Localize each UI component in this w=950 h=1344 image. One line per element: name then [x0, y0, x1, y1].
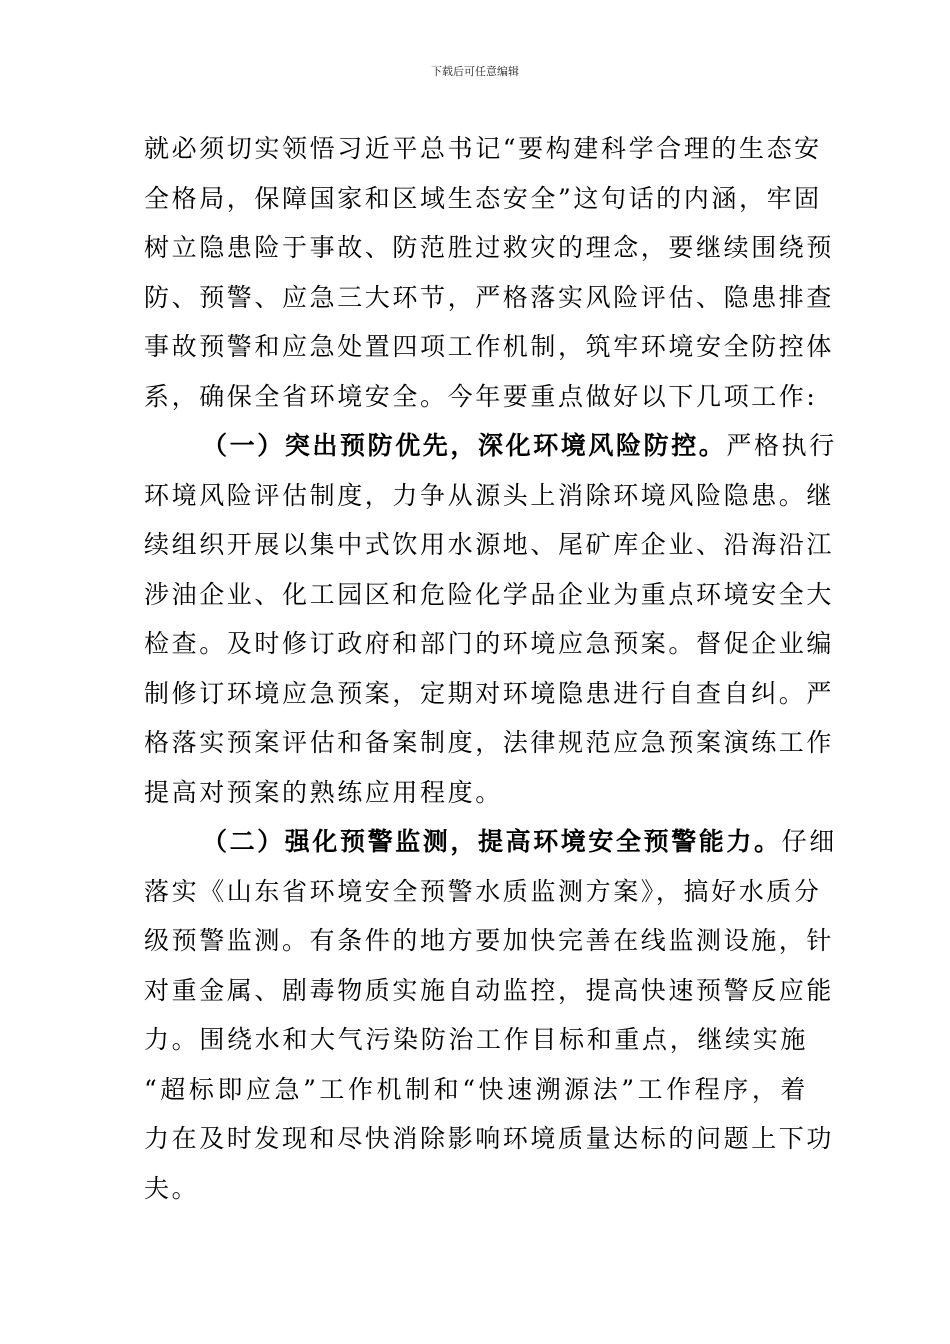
paragraph-line: 检查。及时修订政府和部门的环境应急预案。督促企业编	[144, 629, 835, 658]
section-2-first-line	[144, 817, 837, 867]
paragraph-line: 树立隐患险于事故、防范胜过救灾的理念，要继续围绕预	[144, 233, 835, 262]
paragraph-line: 系，确保全省环境安全。今年要重点做好以下几项工作:	[144, 381, 818, 411]
section-1-heading: （一）突出预防优先，深化环境风险防控。	[202, 431, 727, 460]
paragraph-line: 力在及时发现和尽快消除影响环境质量达标的问题上下功	[144, 1124, 835, 1153]
paragraph-line: 全格局，保障国家和区域生态安全”这句话的内涵，牢固	[144, 183, 822, 213]
paragraph-line: 续组织开展以集中式饮用水源地、尾矿库企业、沿海沿江	[144, 530, 835, 559]
document-body	[144, 124, 837, 1213]
paragraph-line: 涉油企业、化工园区和危险化学品企业为重点环境安全大	[144, 579, 835, 609]
paragraph-line: 事故预警和应急处置四项工作机制，筑牢环境安全防控体	[144, 332, 835, 361]
paragraph-line: 对重金属、剧毒物质实施自动监控，提高快速预警反应能	[144, 975, 835, 1005]
section-2-text: 仔细	[781, 827, 837, 856]
section-1-first-line	[144, 421, 837, 471]
paragraph-line: 就必须切实领悟习近平总书记“要构建科学合理的生态安	[144, 134, 822, 163]
paragraph-line: 级预警监测。有条件的地方要加快完善在线监测设施，针	[144, 926, 835, 955]
section-2-heading: （二）强化预警监测，提高环境安全预警能力。	[202, 827, 782, 856]
paragraph-line: 环境风险评估制度，力争从源头上消除环境风险隐患。继	[144, 480, 835, 510]
section-1-text: 严格执行	[726, 431, 837, 460]
paragraph-line: 提高对预案的熟练应用程度。	[144, 777, 503, 807]
paragraph-line: 落实《山东省环境安全预警水质监测方案》，搞好水质分	[144, 876, 822, 906]
paragraph-line: 格落实预案评估和备案制度，法律规范应急预案演练工作	[144, 728, 835, 757]
paragraph-line: 防、预警、应急三大环节，严格落实风险评估、隐患排查	[144, 282, 835, 312]
paragraph-line: 力。围绕水和大气污染防治工作目标和重点，继续实施	[144, 1025, 808, 1054]
page-header: 下载后可任意编辑	[431, 65, 519, 78]
paragraph-line: 夫。	[144, 1173, 200, 1203]
paragraph-line: 制修订环境应急预案，定期对环境隐患进行自查自纠。严	[144, 678, 835, 708]
paragraph-line: “超标即应急”工作机制和“快速溯源法”工作程序，着	[144, 1074, 808, 1104]
